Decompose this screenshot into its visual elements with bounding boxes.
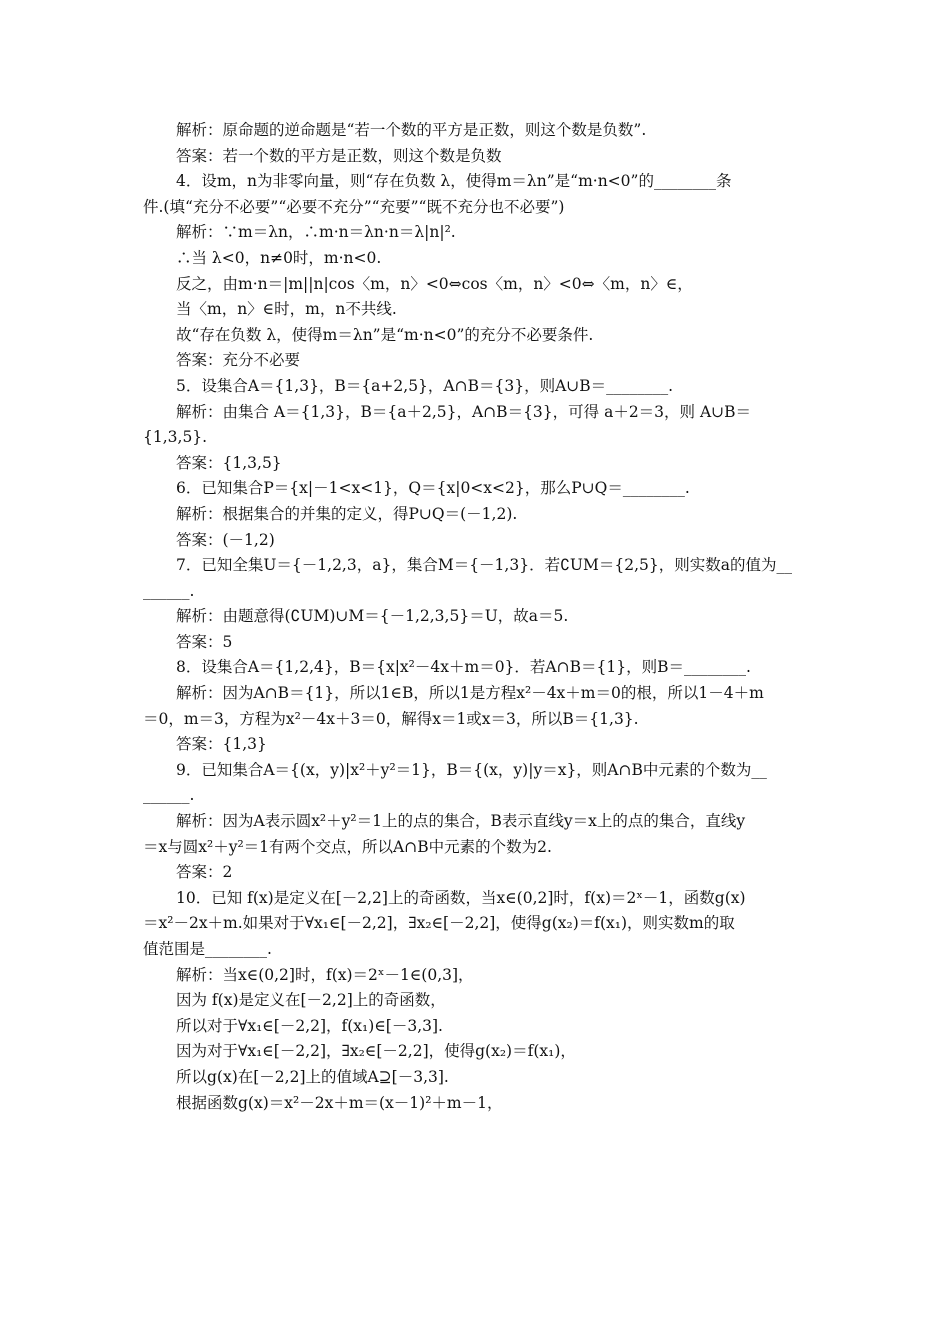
text-line: 解析：由题意得(∁UM)∪M＝{－1,2,3,5}＝U，故a＝5. — [176, 607, 569, 626]
text-line: 10．已知 f(x)是定义在[－2,2]上的奇函数，当x∈(0,2]时，f(x)＝2ˣ－1，函数g(x) — [176, 888, 746, 907]
text-line: 答案：5 — [176, 632, 233, 651]
text-line: 解析：由集合 A＝{1,3}，B＝{a＋2,5}，A∩B＝{3}，可得 a＋2＝3，则 A∪B＝ — [176, 402, 752, 421]
text-line: 7．已知全集U＝{－1,2,3，a}，集合M＝{－1,3}．若∁UM＝{2,5}，则实数a的值为__ — [176, 556, 792, 575]
text-line: 答案：(－1,2) — [176, 530, 275, 549]
text-line: 因为 f(x)是定义在[－2,2]上的奇函数， — [176, 991, 446, 1010]
text-line: ∴当 λ<0，n≠0时，m·n<0. — [176, 248, 382, 267]
text-line: 所以g(x)在[－2,2]上的值域A⊇[－3,3]. — [176, 1067, 449, 1086]
text-line: 解析：因为A表示圆x²＋y²＝1上的点的集合，B表示直线y＝x上的点的集合，直线y — [176, 812, 746, 831]
text-line: 9．已知集合A＝{(x，y)|x²＋y²＝1}，B＝{(x，y)|y＝x}，则A∩B中元素的个数为__ — [176, 760, 767, 779]
text-line: 解析：因为A∩B＝{1}，所以1∈B，所以1是方程x²－4x＋m＝0的根，所以1－4＋m — [176, 684, 764, 703]
text-line: 故“存在负数 λ，使得m＝λn”是“m·n<0”的充分不必要条件. — [176, 325, 594, 344]
text-line: 解析：原命题的逆命题是“若一个数的平方是正数，则这个数是负数”. — [176, 121, 647, 139]
text-line: {1,3,5}. — [143, 428, 208, 447]
text-line: ______. — [143, 786, 195, 805]
text-line: 答案：若一个数的平方是正数，则这个数是负数 — [176, 146, 502, 165]
text-line: 解析：当x∈(0,2]时，f(x)＝2ˣ－1∈(0,3]， — [176, 965, 474, 984]
text-line: 所以对于∀x₁∈[－2,2]，f(x₁)∈[－3,3]. — [176, 1016, 443, 1035]
text-line: 8．设集合A＝{1,2,4}，B＝{x|x²－4x＋m＝0}．若A∩B＝{1}，则B＝________. — [176, 658, 751, 677]
text-line: ＝x与圆x²＋y²＝1有两个交点，所以A∩B中元素的个数为2. — [143, 837, 552, 856]
text-line: 因为对于∀x₁∈[－2,2]，∃x₂∈[－2,2]，使得g(x₂)＝f(x₁)， — [176, 1042, 576, 1061]
text-line: ＝0，m＝3，方程为x²－4x＋3＝0，解得x＝1或x＝3，所以B＝{1,3}. — [143, 709, 639, 728]
text-line: 4．设m，n为非零向量，则“存在负数 λ，使得m＝λn”是“m·n<0”的________条 — [176, 172, 732, 191]
text-line: 当〈m，n〉∈时，m，n不共线. — [176, 300, 397, 319]
text-line: ＝x²－2x＋m.如果对于∀x₁∈[－2,2]，∃x₂∈[－2,2]，使得g(x₂)＝f(x₁)，则实数m的取 — [143, 914, 735, 933]
text-line: 5．设集合A＝{1,3}，B＝{a+2,5}，A∩B＝{3}，则A∪B＝________. — [176, 376, 674, 395]
text-line: 解析：∵m＝λn，∴m·n＝λn·n＝λ|n|². — [176, 223, 456, 242]
text-line: 解析：根据集合的并集的定义，得P∪Q＝(－1,2). — [176, 504, 518, 523]
text-line: 反之，由m·n＝|m||n|cos〈m，n〉<0⇔cos〈m，n〉<0⇔〈m，n〉∈， — [176, 274, 693, 293]
text-line: 答案：2 — [176, 863, 233, 882]
text-line: 答案：{1,3,5} — [176, 453, 282, 472]
text-line: 答案：充分不必要 — [176, 351, 301, 370]
text-line: 根据函数g(x)＝x²－2x＋m＝(x－1)²＋m－1， — [176, 1093, 503, 1112]
text-line: 答案：{1,3} — [176, 735, 267, 754]
text-line: 值范围是________. — [143, 940, 272, 958]
text-line: ______. — [143, 581, 195, 600]
text-line: 件.(填“充分不必要”“必要不充分”“充要”“既不充分也不必要”) — [143, 197, 565, 216]
text-line: 6．已知集合P＝{x|－1<x<1}，Q＝{x|0<x<2}，那么P∪Q＝________. — [176, 479, 690, 498]
